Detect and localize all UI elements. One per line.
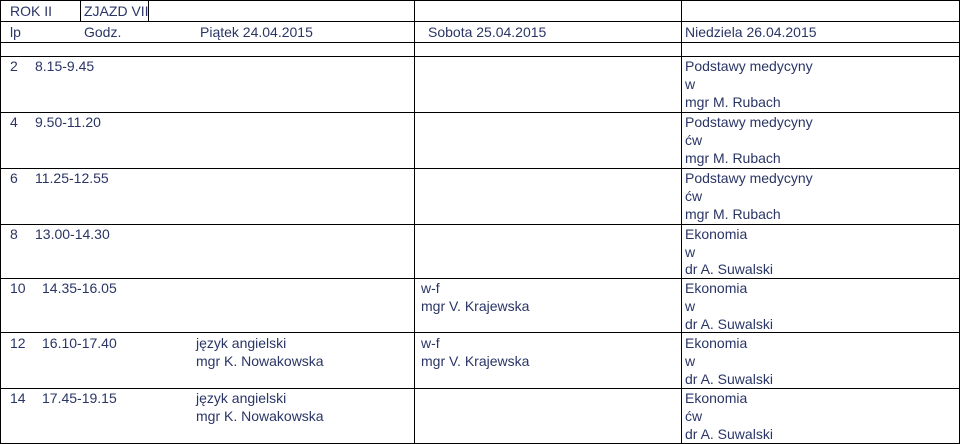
grid-line-col-3 — [414, 0, 415, 444]
grid-line-header-1 — [0, 21, 960, 22]
grid-line-col-4 — [681, 0, 682, 444]
row-time: 11.25-12.55 — [35, 170, 109, 186]
sunday-type: w — [685, 353, 696, 369]
grid-line-top — [0, 0, 960, 1]
sunday-subject: Podstawy medycyny — [685, 58, 813, 74]
sunday-type: w — [685, 298, 696, 314]
sunday-header: Niedziela 26.04.2015 — [685, 24, 817, 40]
row-lp: 8 — [10, 226, 18, 242]
sunday-teacher: mgr M. Rubach — [685, 206, 781, 222]
sunday-subject: Podstawy medycyny — [685, 170, 813, 186]
row-time: 8.15-9.45 — [35, 58, 95, 74]
grid-line-row-8 — [0, 278, 960, 279]
row-lp: 14 — [10, 390, 26, 406]
sunday-teacher: dr A. Suwalski — [685, 371, 773, 387]
friday-teacher: mgr K. Nowakowska — [196, 408, 324, 424]
row-time: 13.00-14.30 — [35, 226, 110, 242]
row-lp: 10 — [10, 280, 26, 296]
saturday-subject: w-f — [421, 280, 440, 296]
sunday-type: w — [685, 76, 696, 92]
rok-label: ROK II — [10, 3, 53, 19]
saturday-subject: w-f — [421, 335, 440, 351]
sunday-type: w — [685, 244, 696, 260]
grid-line-blank — [0, 56, 960, 57]
grid-line-header-2 — [0, 42, 960, 43]
friday-subject: język angielski — [196, 335, 287, 351]
sunday-teacher: dr A. Suwalski — [685, 261, 773, 277]
lp-header: lp — [10, 24, 21, 40]
saturday-header: Sobota 25.04.2015 — [428, 24, 547, 40]
grid-line-col-1 — [80, 0, 81, 22]
row-lp: 12 — [10, 335, 26, 351]
grid-line-row-4 — [0, 168, 960, 169]
row-lp: 6 — [10, 170, 18, 186]
grid-line-row-6 — [0, 224, 960, 225]
row-time: 14.35-16.05 — [42, 280, 117, 296]
friday-header: Piątek 24.04.2015 — [200, 24, 313, 40]
sunday-subject: Ekonomia — [685, 335, 748, 351]
saturday-teacher: mgr V. Krajewska — [421, 353, 530, 369]
zjazd-label: ZJAZD VII — [84, 3, 149, 19]
row-lp: 2 — [10, 58, 18, 74]
friday-subject: język angielski — [196, 390, 287, 406]
sunday-type: ćw — [685, 132, 703, 148]
grid-line-row-2 — [0, 112, 960, 113]
grid-line-row-10 — [0, 332, 960, 333]
row-lp: 4 — [10, 114, 18, 130]
sunday-subject: Ekonomia — [685, 280, 748, 296]
sunday-subject: Ekonomia — [685, 390, 748, 406]
sunday-type: ćw — [685, 408, 703, 424]
friday-teacher: mgr K. Nowakowska — [196, 353, 324, 369]
sunday-subject: Ekonomia — [685, 226, 748, 242]
sunday-teacher: mgr M. Rubach — [685, 150, 781, 166]
sunday-teacher: dr A. Suwalski — [685, 316, 773, 332]
sunday-teacher: mgr M. Rubach — [685, 94, 781, 110]
row-time: 17.45-19.15 — [42, 390, 117, 406]
godz-header: Godz. — [84, 24, 122, 40]
saturday-teacher: mgr V. Krajewska — [421, 298, 530, 314]
row-time: 9.50-11.20 — [35, 114, 101, 130]
grid-line-left — [0, 0, 1, 444]
sunday-subject: Podstawy medycyny — [685, 114, 813, 130]
row-time: 16.10-17.40 — [42, 335, 117, 351]
grid-line-row-12 — [0, 388, 960, 389]
sunday-teacher: dr A. Suwalski — [685, 426, 773, 442]
sunday-type: ćw — [685, 188, 703, 204]
